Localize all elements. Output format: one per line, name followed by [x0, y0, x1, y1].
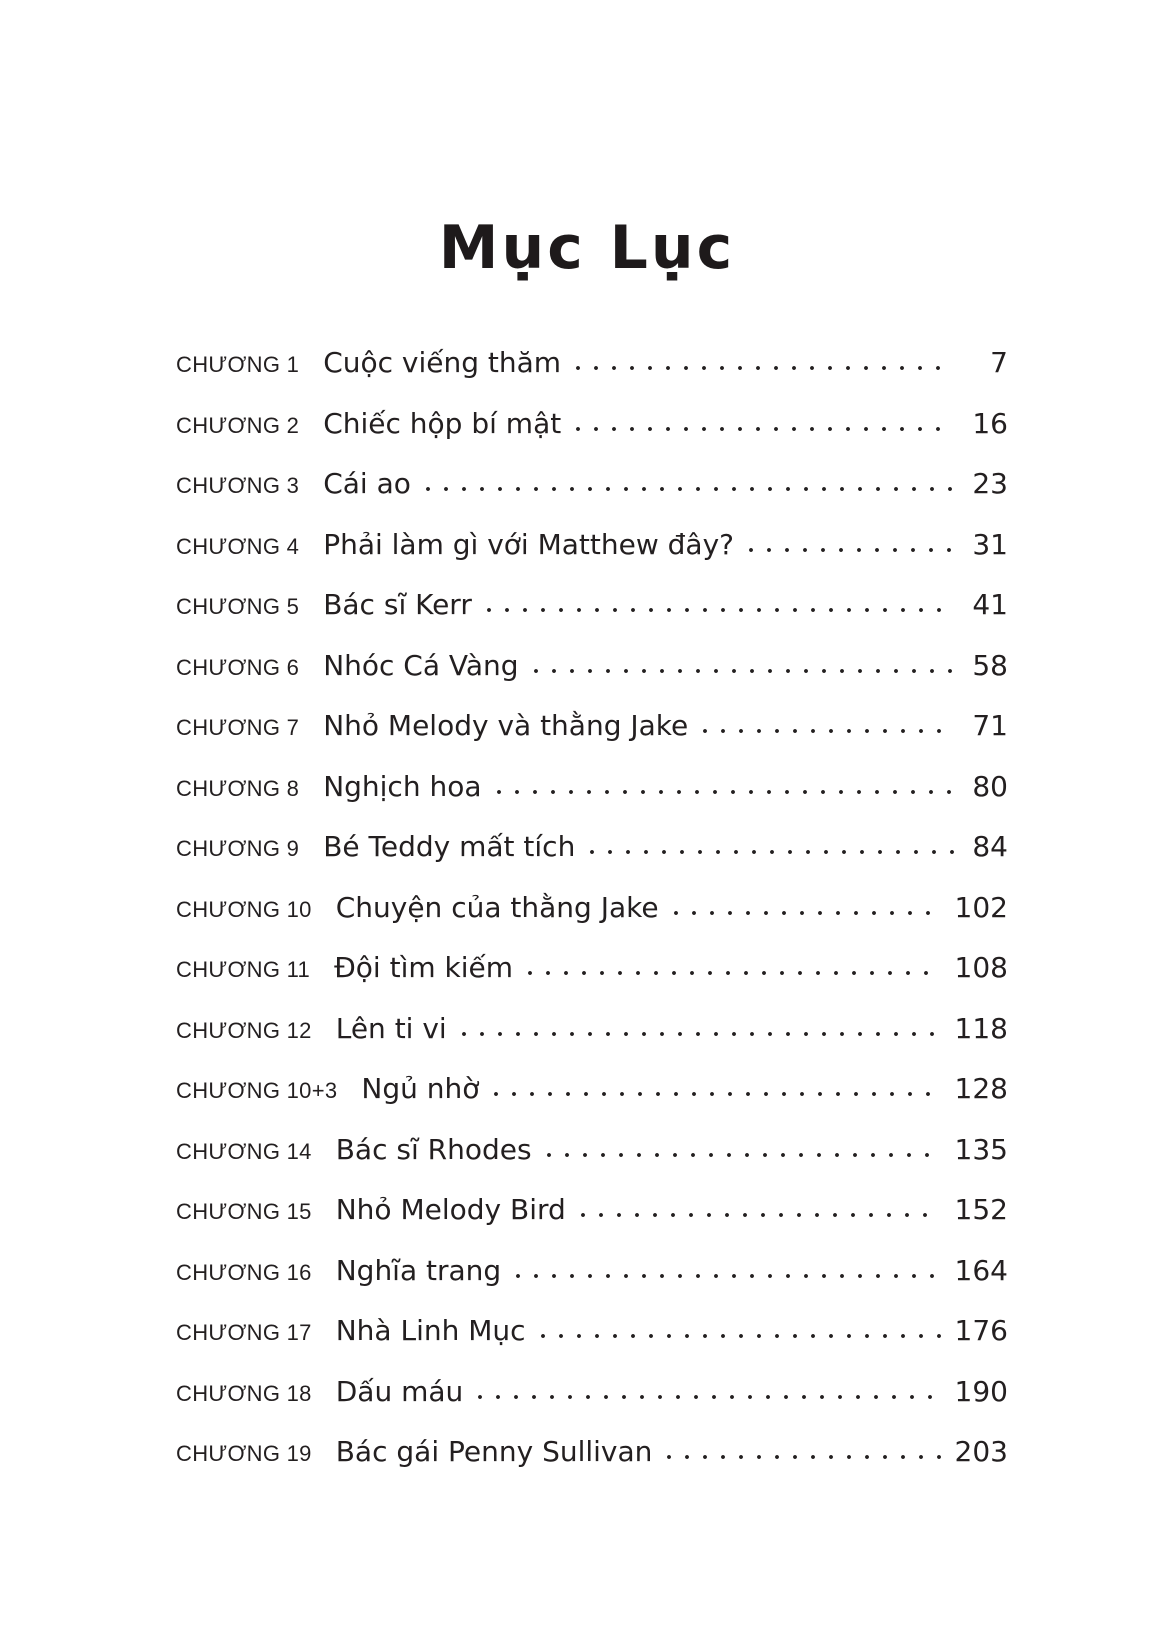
dot-leader: [455, 1032, 941, 1036]
chapter-title: Nhóc Cá Vàng: [323, 648, 519, 682]
table-of-contents: [176, 346, 1008, 1496]
dot-leader: [480, 608, 954, 612]
toc-entry[interactable]: [176, 407, 1008, 468]
toc-entry[interactable]: [176, 467, 1008, 528]
chapter-title: Dấu máu: [335, 1374, 464, 1408]
chapter-label: CHƯƠNG 19: [176, 1441, 312, 1466]
chapter-title: Bác gái Penny Sullivan: [335, 1435, 653, 1468]
chapter-title: Phải làm gì với Matthew đây?: [323, 527, 735, 561]
chapter-label: CHƯƠNG 18: [176, 1380, 312, 1406]
dot-leader: [742, 548, 954, 552]
chapter-label: CHƯƠNG 12: [176, 1017, 312, 1043]
page-number: 135: [954, 1132, 1008, 1166]
chapter-label: CHƯƠNG 7: [176, 715, 300, 740]
page-number: 71: [972, 709, 1008, 742]
page-number: 152: [954, 1193, 1008, 1226]
toc-entry[interactable]: [176, 1254, 1008, 1315]
toc-entry[interactable]: [176, 1072, 1008, 1133]
dot-leader: [667, 911, 941, 915]
chapter-label: CHƯƠNG 8: [176, 775, 300, 801]
page-number: 80: [972, 769, 1008, 803]
chapter-label: CHƯƠNG 17: [176, 1320, 312, 1345]
toc-entry[interactable]: [176, 1012, 1008, 1073]
chapter-label: CHƯƠNG 11: [176, 957, 311, 982]
page-number: 108: [954, 951, 1008, 984]
page-number: 58: [972, 648, 1008, 682]
dot-leader: [487, 1092, 940, 1096]
toc-entry[interactable]: [176, 528, 1008, 589]
chapter-title: Bé Teddy mất tích: [323, 830, 576, 863]
toc-entry[interactable]: [176, 770, 1008, 831]
chapter-title: Ngủ nhờ: [361, 1072, 480, 1105]
chapter-title: Nghĩa trang: [335, 1253, 502, 1287]
chapter-title: Lên ti vi: [335, 1011, 447, 1045]
page-number: 128: [954, 1072, 1008, 1105]
chapter-title: Bác sĩ Kerr: [323, 588, 472, 621]
chapter-label: CHƯƠNG 6: [176, 654, 300, 680]
toc-entry[interactable]: [176, 891, 1008, 952]
page-number: 16: [972, 406, 1008, 440]
dot-leader: [696, 729, 954, 733]
dot-leader: [660, 1455, 940, 1459]
toc-entry[interactable]: [176, 1435, 1008, 1496]
chapter-label: CHƯƠNG 4: [176, 533, 300, 559]
page-number: 23: [972, 467, 1008, 500]
dot-leader: [527, 669, 954, 673]
chapter-label: CHƯƠNG 1: [176, 352, 300, 377]
chapter-label: CHƯƠNG 3: [176, 473, 300, 498]
chapter-label: CHƯƠNG 10: [176, 896, 312, 922]
page-number: 31: [972, 527, 1008, 561]
toc-entry[interactable]: [176, 346, 1008, 407]
chapter-label: CHƯƠNG 16: [176, 1259, 312, 1285]
toc-entry[interactable]: [176, 649, 1008, 710]
toc-entry[interactable]: [176, 588, 1008, 649]
chapter-title: Đội tìm kiếm: [334, 951, 514, 984]
dot-leader: [490, 790, 954, 794]
chapter-title: Nhà Linh Mục: [335, 1314, 526, 1347]
page-number: 176: [954, 1314, 1008, 1347]
page-number: 7: [990, 346, 1008, 379]
dot-leader: [569, 366, 954, 370]
chapter-label: CHƯƠNG 2: [176, 412, 300, 438]
toc-entry[interactable]: [176, 1133, 1008, 1194]
chapter-title: Nghịch hoa: [323, 769, 482, 803]
dot-leader: [534, 1334, 941, 1338]
chapter-title: Nhỏ Melody Bird: [335, 1193, 566, 1226]
page-number: 84: [972, 830, 1008, 863]
chapter-label: CHƯƠNG 14: [176, 1138, 312, 1164]
toc-entry[interactable]: [176, 1193, 1008, 1254]
toc-entry[interactable]: [176, 1375, 1008, 1436]
toc-entry[interactable]: [176, 709, 1008, 770]
chapter-label: CHƯƠNG 5: [176, 594, 300, 619]
chapter-label: CHƯƠNG 15: [176, 1199, 312, 1224]
dot-leader: [471, 1395, 940, 1399]
chapter-title: Cuộc viếng thăm: [323, 346, 562, 379]
chapter-title: Chuyện của thằng Jake: [335, 890, 659, 924]
dot-leader: [540, 1153, 941, 1157]
page-number: 190: [954, 1374, 1008, 1408]
chapter-label: CHƯƠNG 10+3: [176, 1078, 338, 1103]
page-number: 203: [954, 1435, 1008, 1468]
dot-leader: [574, 1213, 941, 1217]
chapter-title: Nhỏ Melody và thằng Jake: [323, 709, 689, 742]
toc-entry[interactable]: [176, 830, 1008, 891]
page-number: 41: [972, 588, 1008, 621]
toc-entry[interactable]: [176, 951, 1008, 1012]
chapter-title: Chiếc hộp bí mật: [323, 406, 562, 440]
chapter-title: Bác sĩ Rhodes: [335, 1132, 532, 1166]
dot-leader: [419, 487, 954, 491]
page-number: 164: [954, 1253, 1008, 1287]
dot-leader: [569, 427, 954, 431]
dot-leader: [583, 850, 954, 854]
chapter-title: Cái ao: [323, 467, 411, 500]
page-number: 102: [954, 890, 1008, 924]
dot-leader: [521, 971, 941, 975]
page-number: 118: [954, 1011, 1008, 1045]
toc-entry[interactable]: [176, 1314, 1008, 1375]
chapter-label: CHƯƠNG 9: [176, 836, 300, 861]
page-title: Mục Lục: [438, 213, 736, 284]
dot-leader: [509, 1274, 940, 1278]
